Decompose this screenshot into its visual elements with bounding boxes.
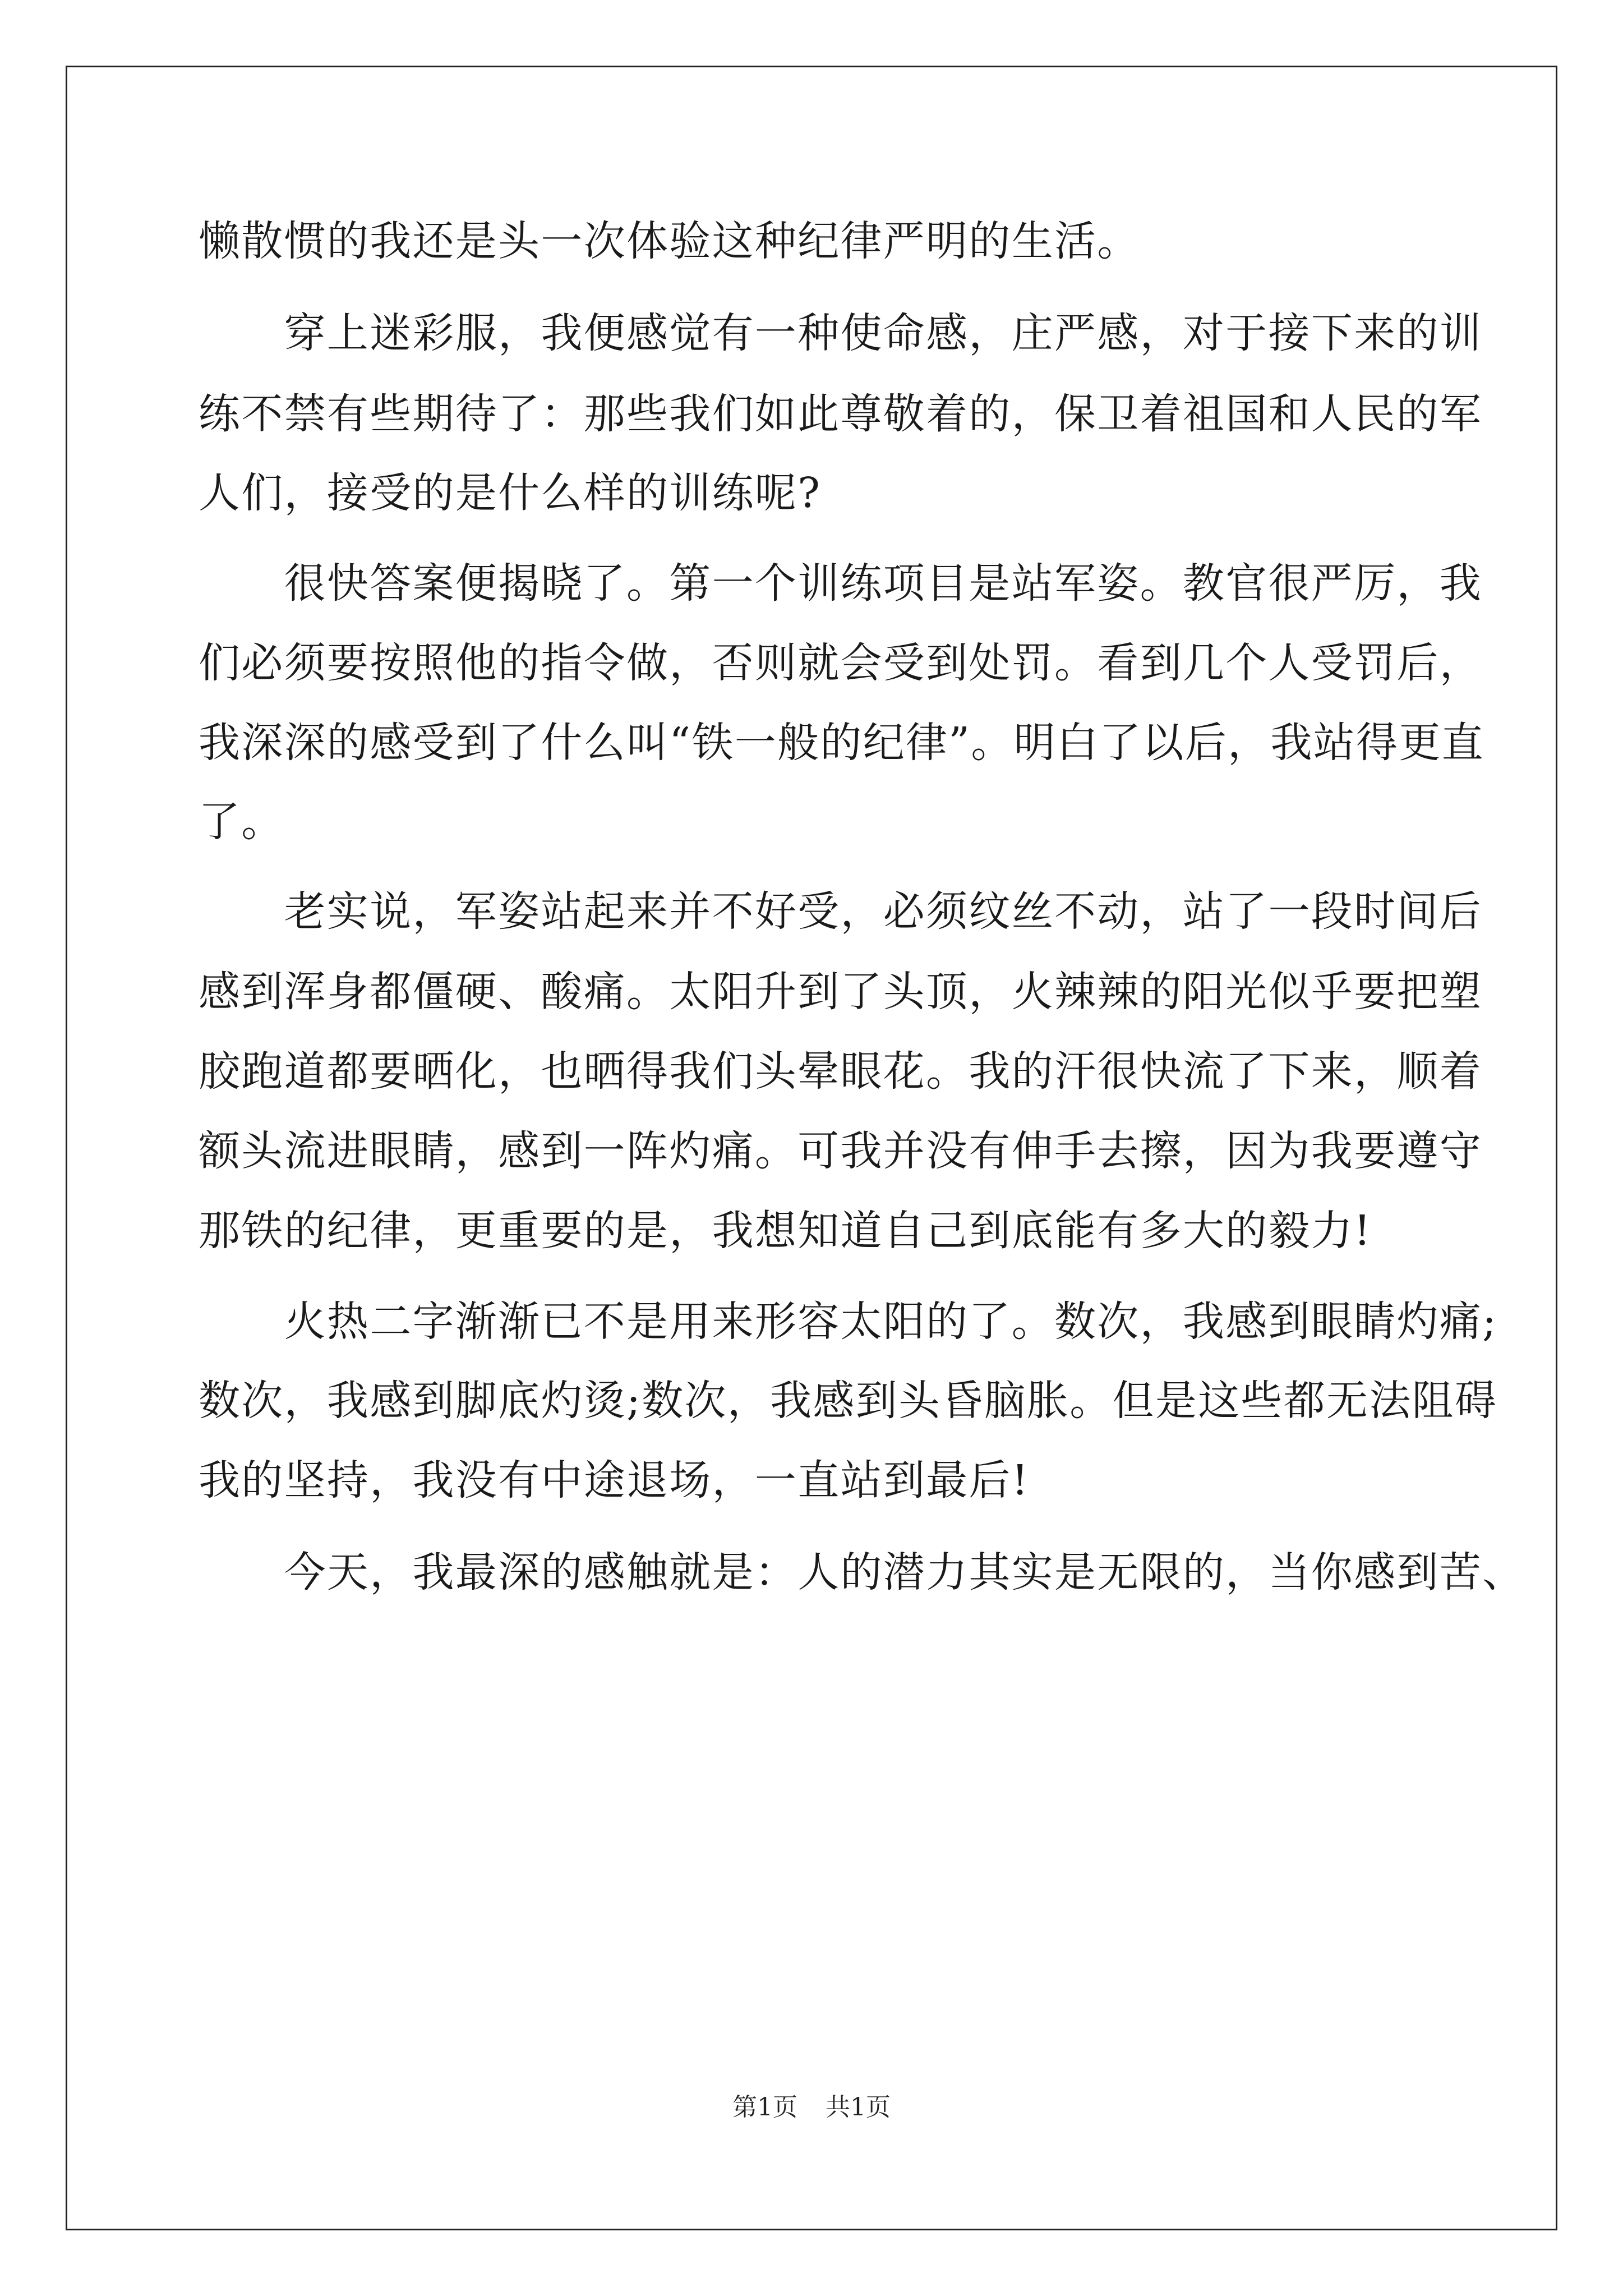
text-line: 我深深的感受到了什么叫“铁一般的纪律”。明白了以后，我站得更直 (199, 719, 1484, 767)
text-line: 懒散惯的我还是头一次体验这种纪律严明的生活。 (199, 217, 1140, 265)
text-line: 感到浑身都僵硬、酸痛。太阳升到了头顶，火辣辣的阳光似乎要把塑 (199, 968, 1482, 1016)
text-line: 今天，我最深的感触就是：人的潜力其实是无限的，当你感到苦、 (199, 1548, 1525, 1596)
text-line: 们必须要按照他的指令做，否则就会受到处罚。看到几个人受罚后， (199, 639, 1482, 687)
text-line: 火热二字渐渐已不是用来形容太阳的了。数次，我感到眼睛灼痛; (199, 1297, 1498, 1346)
text-line: 人们，接受的是什么样的训练呢? (199, 469, 822, 517)
text-line: 穿上迷彩服，我便感觉有一种使命感，庄严感，对于接下来的训 (199, 309, 1482, 357)
text-line: 老实说，军姿站起来并不好受，必须纹丝不动，站了一段时间后 (199, 887, 1482, 936)
page-number: 第1页 (732, 2093, 797, 2122)
text-line: 胶跑道都要晒化，也晒得我们头晕眼花。我的汗很快流了下来，顺着 (199, 1047, 1482, 1096)
text-line: 很快答案便揭晓了。第一个训练项目是站军姿。教官很严厉，我 (199, 559, 1482, 608)
page-footer (0, 2087, 1623, 2123)
text-line: 练不禁有些期待了：那些我们如此尊敬着的，保卫着祖国和人民的军 (199, 390, 1482, 438)
page-total: 共1页 (826, 2093, 891, 2122)
text-line: 额头流进眼睛，感到一阵灼痛。可我并没有伸手去擦，因为我要遵守 (199, 1127, 1482, 1175)
text-line: 了。 (199, 798, 284, 846)
text-line: 数次，我感到脚底灼烫;数次，我感到头昏脑胀。但是这些都无法阻碍 (199, 1377, 1498, 1425)
text-line: 那铁的纪律，更重要的是，我想知道自己到底能有多大的毅力! (199, 1207, 1372, 1255)
text-line: 我的坚持，我没有中途退场，一直站到最后! (199, 1456, 1030, 1504)
